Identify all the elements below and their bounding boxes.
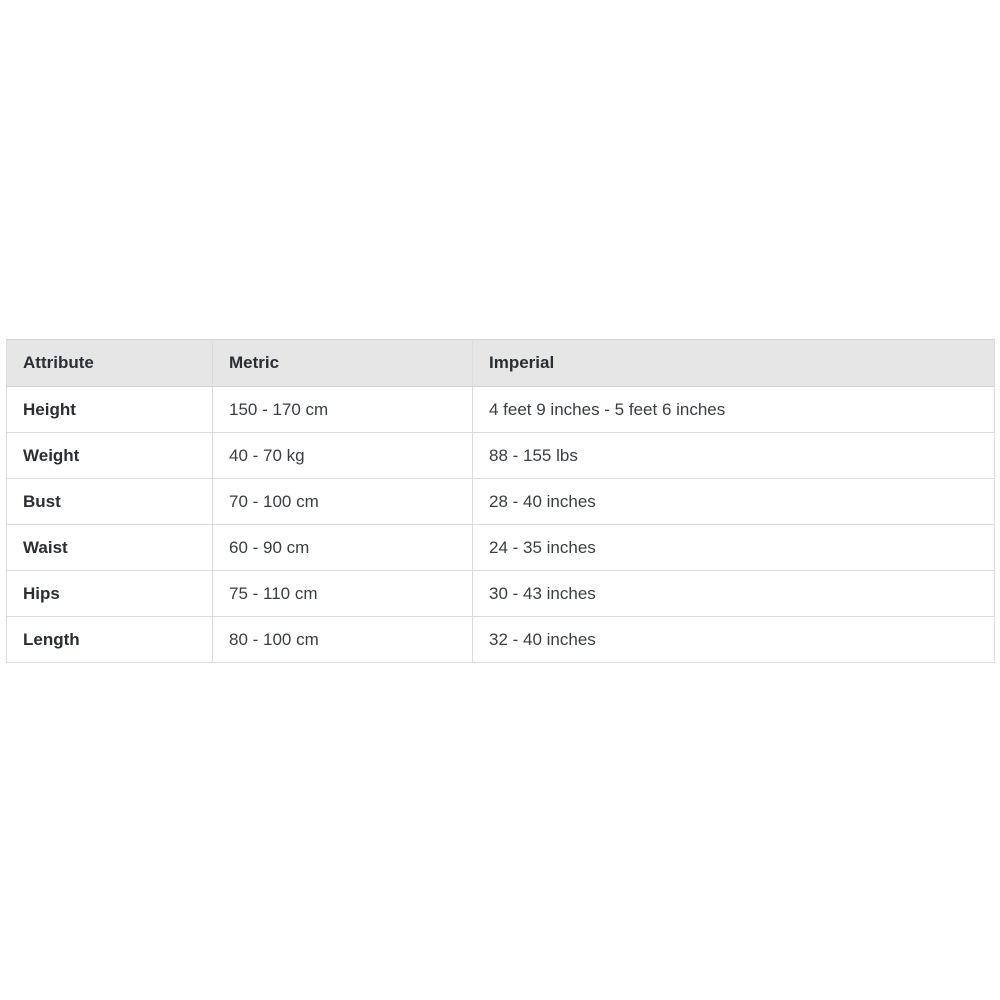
cell-metric: 70 - 100 cm xyxy=(213,479,473,525)
cell-attribute: Hips xyxy=(7,571,213,617)
cell-imperial: 88 - 155 lbs xyxy=(473,433,995,479)
cell-metric: 40 - 70 kg xyxy=(213,433,473,479)
cell-metric: 150 - 170 cm xyxy=(213,387,473,433)
cell-metric: 80 - 100 cm xyxy=(213,617,473,663)
cell-imperial: 28 - 40 inches xyxy=(473,479,995,525)
size-chart-container xyxy=(6,339,994,663)
table-header-row xyxy=(7,340,995,387)
cell-imperial: 24 - 35 inches xyxy=(473,525,995,571)
cell-attribute: Waist xyxy=(7,525,213,571)
cell-attribute: Height xyxy=(7,387,213,433)
cell-attribute: Bust xyxy=(7,479,213,525)
table-row xyxy=(7,479,995,525)
cell-imperial: 4 feet 9 inches - 5 feet 6 inches xyxy=(473,387,995,433)
column-header-attribute: Attribute xyxy=(7,340,213,387)
cell-metric: 60 - 90 cm xyxy=(213,525,473,571)
cell-attribute: Length xyxy=(7,617,213,663)
table-row xyxy=(7,617,995,663)
table-row xyxy=(7,433,995,479)
column-header-imperial: Imperial xyxy=(473,340,995,387)
cell-attribute: Weight xyxy=(7,433,213,479)
table-body xyxy=(7,387,995,663)
table-row xyxy=(7,525,995,571)
size-chart-table xyxy=(6,339,995,663)
cell-imperial: 32 - 40 inches xyxy=(473,617,995,663)
table-row xyxy=(7,571,995,617)
table-row xyxy=(7,387,995,433)
column-header-metric: Metric xyxy=(213,340,473,387)
cell-metric: 75 - 110 cm xyxy=(213,571,473,617)
cell-imperial: 30 - 43 inches xyxy=(473,571,995,617)
table-header xyxy=(7,340,995,387)
